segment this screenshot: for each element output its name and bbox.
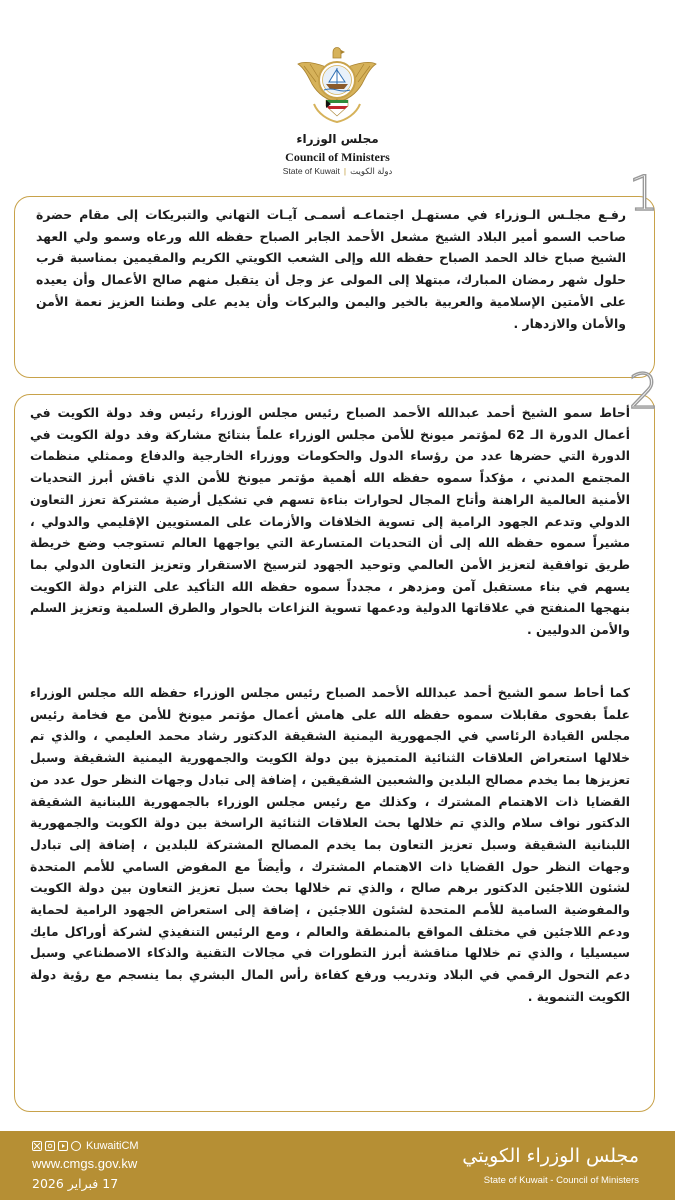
- org-name-en: Council of Ministers: [285, 150, 390, 164]
- state-en: State of Kuwait: [282, 166, 340, 176]
- state-line: [0, 166, 675, 177]
- section-1-paragraph: رفـع مجلـس الـوزراء في مستهـل اجتماعـه أسمـى آيـات التهاني والتبريكات إلى مقام حضرة صاحب السمو أمير البلاد الشيخ مشعل الأحمد الجابر الصباح حفظه الله ورعاه وسمو ولي العهد الشيخ صباح خالد الحمد الصباح حفظه الله وإلى الشعب الكويتي الكريم والمقيمين بمناسبة قرب حلول شهر رمضان المبارك، مبتهلا إلى المولى عز وجل أن يتقبل منهم صالح الأعمال وأن يعيده على الأمتين الإسلامية والعربية بالخير واليمن والبركات وأن يديم على وطننا العزيز نعمة الأمن والأمان والازدهار .: [36, 207, 626, 331]
- website-link[interactable]: www.cmgs.gov.kw: [32, 1156, 138, 1171]
- kuwait-emblem-icon: [292, 42, 382, 130]
- header: [0, 0, 675, 190]
- section-1-number: 1: [628, 166, 659, 222]
- state-ar: دولة الكويت: [350, 166, 393, 176]
- instagram-icon[interactable]: [45, 1141, 55, 1151]
- separator: |: [343, 166, 347, 176]
- social-handle[interactable]: KuwaitiCM: [86, 1140, 139, 1152]
- publish-date: 17 فبراير 2026: [32, 1176, 119, 1191]
- snapchat-icon[interactable]: [71, 1141, 81, 1151]
- footer-org-en: State of Kuwait - Council of Ministers: [483, 1175, 639, 1186]
- section-2-paragraph-1: أحاط سمو الشيخ أحمد عبدالله الأحمد الصباح رئيس مجلس الوزراء رئيس وفد دولة الكويت في أعمال الدورة الـ 62 لمؤتمر ميونخ للأمن مجلس الوزراء علماً بنتائج مشاركة وفد دولة الكويت في الدورة التي حضرها عدد من رؤساء الدول والحكومات ووزراء الخارجية والدفاع وممثلي منظمات المجتمع المدني ، مؤكداً سموه حفظه الله أهمية مؤتمر ميونخ للأمن الذي ناقش أبرز التحديات الأمنية العالمية الراهنة وأتاح المجال لحوارات بناءة تسهم في تشكيل أرضية مشتركة تعزز التعاون الدولي وتدعم الجهود الرامية إلى تسوية الخلافات والأزمات على المستويين الإقليمي والدولي ، مشيراً سموه حفظه الله إلى أن التحديات المتسارعة التي يواجهها العالم تستوجب وضع خريطة طريق توافقية لتعزيز الأمن العالمي وتوحيد الجهود لترسيخ الاستقرار وتعزيز التعاون الدولي بما يسهم في بناء مستقبل آمن ومزدهر ، مجدداً سموه حفظه الله التأكيد على التزام دولة الكويت بنهجها المنفتح في علاقاتها الدولية ودعمها تسوية النزاعات بالحوار والطرق السلمية وتعزيز السلم والأمن الدوليين .: [30, 405, 630, 638]
- org-name-ar: مجلس الوزراء: [296, 132, 379, 146]
- x-icon[interactable]: [32, 1141, 42, 1151]
- youtube-icon[interactable]: [58, 1141, 68, 1151]
- social-links: [32, 1140, 139, 1152]
- section-2-number: 2: [628, 364, 659, 420]
- footer-org-ar: مجلس الوزراء الكويتي: [462, 1145, 639, 1167]
- section-2-paragraph-2: كما أحاط سمو الشيخ أحمد عبدالله الأحمد الصباح رئيس مجلس الوزراء حفظه الله مجلس الوزراء علماً بفحوى مقابلات سموه حفظه الله على هامش أعمال مؤتمر ميونخ للأمن مع فخامة رئيس مجلس القيادة الرئاسي في الجمهورية اليمنية الشقيقة الدكتور رشاد محمد العليمي ، والذي تم خلالها استعراض العلاقات الثنائية المتميزة بين دولة الكويت والجمهورية اليمنية الشقيقة وسبل تعزيزها بما يخدم مصالح البلدين والشعبين الشقيقين ، إضافة إلى تبادل وجهات النظر حول عدد من القضايا ذات الاهتمام المشترك ، وكذلك مع رئيس مجلس الوزراء بالجمهورية اللبنانية الشقيقة الدكتور نواف سلام والذي تم خلالها بحث العلاقات الثنائية الراسخة بين دولة الكويت والجمهورية اللبنانية الشقيقة وسبل تعزيز التعاون بما يخدم المصالح المشتركة للبلدين ، إضافة إلى تبادل وجهات النظر حول القضايا ذات الاهتمام المشترك ، وأيضاً مع المفوض السامي للأمم المتحدة لشئون اللاجئين الدكتور برهم صالح ، والذي تم خلالها بحث سبل تعزيز التعاون بين دولة الكويت والمفوضية السامية للأمم المتحدة لشئون اللاجئين ، إضافة إلى استعراض الجهود الرامية لحماية ودعم اللاجئين في مختلف المواقع بالمنطقة والعالم ، ومع الرئيس التنفيذي لشركة أوراكل مايك سيسيليا ، والذي تم خلالها مناقشة أبرز التطورات في مجالات التقنية والذكاء الاصطناعي وسبل دعم التحول الرقمي في البلاد وتدريب ورفع كفاءة رأس المال البشري بما ينسجم مع رؤية دولة الكويت التنموية .: [30, 685, 630, 1004]
- footer: [0, 1131, 675, 1200]
